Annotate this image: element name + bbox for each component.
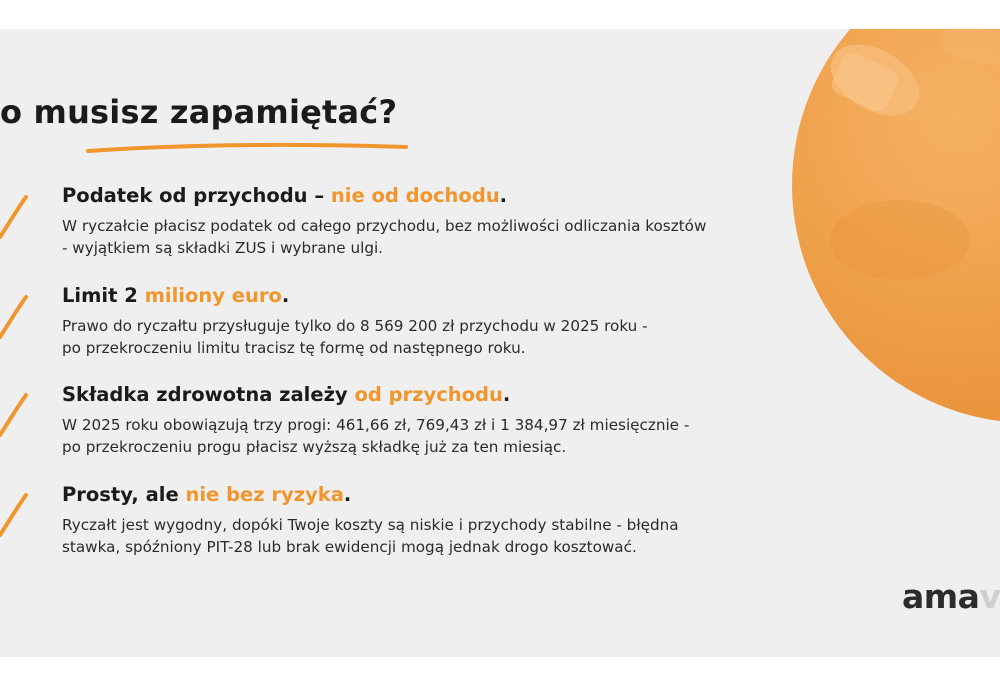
item-title: Prosty, ale nie bez ryzyka.: [62, 483, 352, 506]
item-title: Limit 2 miliony euro.: [62, 284, 290, 307]
item-title-accent: od przychodu: [354, 383, 503, 406]
item-description: W ryczałcie płacisz podatek od całego przychodu, bez możliwości odliczania kosztów - wyjątkiem są składki ZUS i wybrane ulgi.: [62, 217, 707, 257]
checkmark-icon: [0, 387, 30, 437]
item-title-accent: nie bez ryzyka: [185, 483, 344, 506]
item-description: Prawo do ryczałtu przysługuje tylko do 8 569 200 zł przychodu w 2025 roku - po przekroczeniu limitu tracisz tę formę od następnego roku.: [62, 317, 648, 357]
list-item: [62, 482, 802, 558]
item-title: Podatek od przychodu – nie od dochodu.: [62, 184, 508, 207]
checkmark-icon: [0, 189, 30, 239]
checkmark-icon: [0, 289, 30, 339]
list-item: [62, 382, 802, 458]
title-underline: [86, 137, 416, 157]
item-title-accent: miliony euro: [144, 284, 282, 307]
page-title: o musisz zapamiętać?: [0, 93, 398, 131]
item-title: Składka zdrowotna zależy od przychodu.: [62, 383, 511, 406]
list-item: [62, 283, 802, 359]
brand-logo: amav: [902, 577, 1000, 616]
item-description: Ryczałt jest wygodny, dopóki Twoje koszty są niskie i przychody stabilne - błędna stawka, spóźniony PIT-28 lub brak ewidencji mogą jednak drogo kosztować.: [62, 516, 679, 556]
list-item: [62, 183, 802, 259]
checkmark-icon: [0, 487, 30, 537]
item-description: W 2025 roku obowiązują trzy progi: 461,66 zł, 769,43 zł i 1 384,97 zł miesięcznie - po przekroczeniu progu płacisz wyższą składkę już za ten miesiąc.: [62, 416, 690, 456]
item-title-accent: nie od dochodu: [330, 184, 500, 207]
slide-background: [0, 29, 1000, 657]
